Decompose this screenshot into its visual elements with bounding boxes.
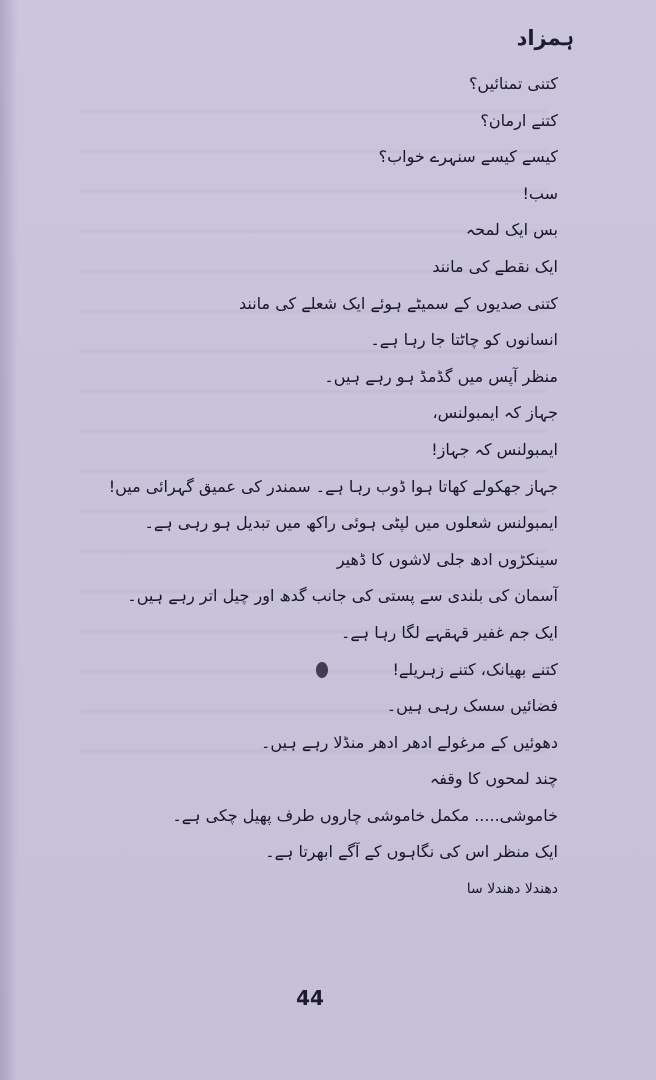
- poem-line: ایک منظر اس کی نگاہوں کے آگے ابھرتا ہے۔: [265, 842, 558, 862]
- poem-line: چند لمحوں کا وقفہ: [429, 769, 558, 789]
- poem-line: آسمان کی بلندی سے پستی کی جانب گدھ اور چیل اتر رہے ہیں۔: [127, 586, 558, 606]
- poem-line: کتنے بھیانک، کتنے زہریلے!: [392, 659, 558, 679]
- page-edge-shadow: [0, 0, 18, 1080]
- poem-line: انسانوں کو چاٹتا جا رہا ہے۔: [370, 330, 558, 350]
- poem-line: فضائیں سسک رہی ہیں۔: [386, 696, 558, 716]
- poem-line: بس ایک لمحہ: [465, 220, 558, 240]
- poem-line: کتنی تمنائیں؟: [468, 74, 558, 93]
- poem-line: ایک نقطے کی مانند: [432, 256, 558, 276]
- poem-line: دھوئیں کے مرغولے ادھر ادھر منڈلا رہے ہیں۔: [261, 732, 558, 752]
- poem-line: سب!: [522, 183, 558, 203]
- poem-body: [98, 66, 558, 908]
- poem-line: جہاز جھکولے کھاتا ہوا ڈوب رہا ہے۔ سمندر کی عمیق گہرائی میں!: [108, 476, 558, 496]
- page-title: ہمزاد: [516, 26, 574, 50]
- poem-line: ایمبولنس کہ جہاز!: [431, 439, 558, 459]
- poem-line: کتنے ارمان؟: [480, 110, 558, 130]
- poem-line: خاموشی..... مکمل خاموشی چاروں طرف پھیل چکی ہے۔: [172, 805, 558, 825]
- page-number: 44: [296, 986, 324, 1010]
- ink-smudge: [316, 662, 328, 678]
- poem-line: جہاز کہ ایمبولنس،: [432, 403, 558, 423]
- poem-line: سینکڑوں ادھ جلی لاشوں کا ڈھیر: [336, 549, 558, 569]
- poem-line: دھندلا دھندلا سا: [466, 881, 558, 898]
- poem-line: ایک جم غفیر قہقہے لگا رہا ہے۔: [341, 622, 558, 642]
- poem-line: ایمبولنس شعلوں میں لپٹی ہوئی راکھ میں تبدیل ہو رہی ہے۔: [144, 513, 558, 533]
- poem-line: کیسے کیسے سنہرے خواب؟: [378, 147, 558, 167]
- poem-line: منظر آپس میں گڈمڈ ہو رہے ہیں۔: [324, 366, 558, 386]
- poem-line: کتنی صدیوں کے سمیٹے ہوئے ایک شعلے کی مانند: [239, 293, 558, 313]
